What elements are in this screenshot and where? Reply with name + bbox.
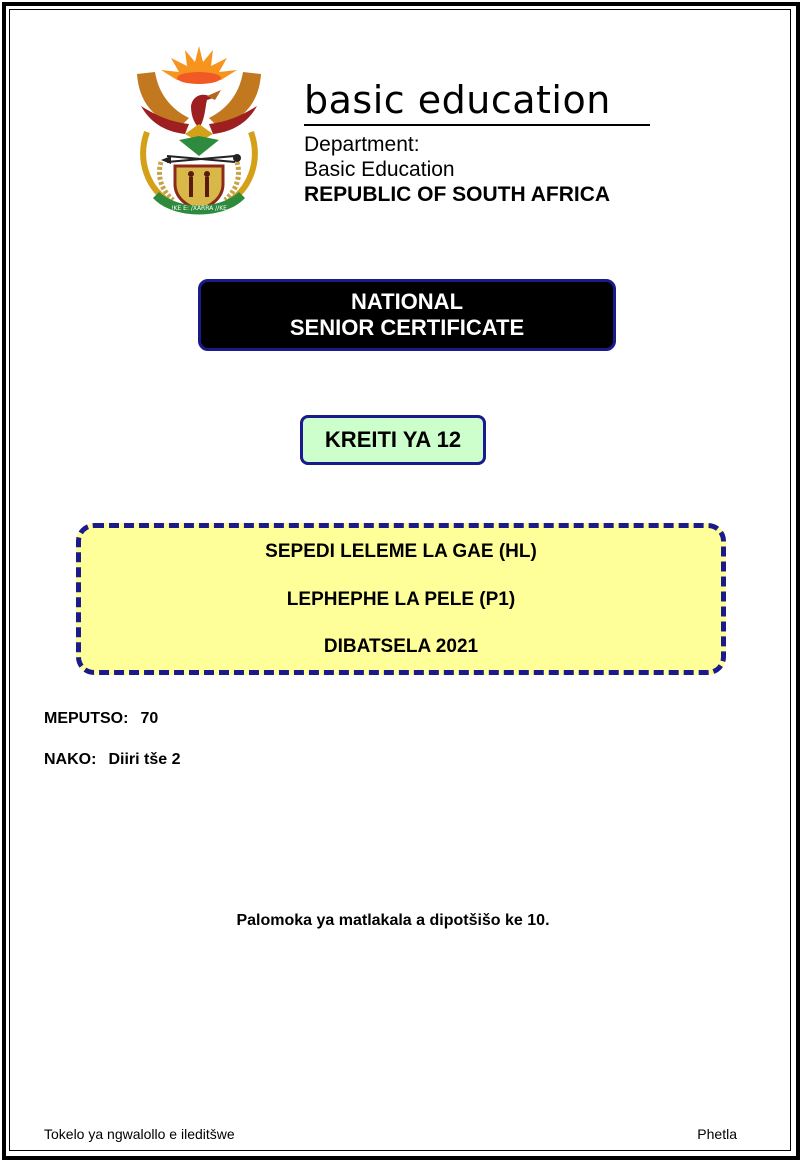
grade-badge: KREITI YA 12 [300,415,486,465]
brand-divider [304,124,650,126]
certificate-line-2: SENIOR CERTIFICATE [289,315,525,340]
marks-value: 70 [140,710,159,727]
subject-language: SEPEDI LELEME LA GAE (HL) [265,541,537,562]
department-label: Department: [304,133,420,156]
coat-of-arms-logo [133,44,265,216]
page-count-note: Palomoka ya matlakala a dipotšišo ke 10. [236,912,550,929]
coat-of-arms-icon [133,44,265,216]
time-info [44,751,180,769]
certificate-banner [198,279,616,351]
time-value: Diiri tše 2 [108,751,181,768]
marks-info [44,710,158,728]
certificate-line-1: NATIONAL [350,289,464,314]
department-branding [304,78,654,208]
subject-session: DIBATSELA 2021 [323,636,479,657]
copyright-notice: Tokelo ya ngwalollo e ileditšwe [44,1126,235,1142]
brand-title: basic education [304,78,611,122]
department-name: Basic Education [304,158,455,181]
subject-panel [76,523,726,675]
subject-paper: LEPHEPHE LA PELE (P1) [286,589,516,610]
turn-over-label: Phetla [697,1126,737,1142]
marks-label: MEPUTSO: [44,710,129,727]
time-label: NAKO: [44,751,97,768]
country-name: REPUBLIC OF SOUTH AFRICA [304,183,611,206]
svg-text:!KE E: /XARRA //KE: !KE E: /XARRA //KE [171,205,227,212]
